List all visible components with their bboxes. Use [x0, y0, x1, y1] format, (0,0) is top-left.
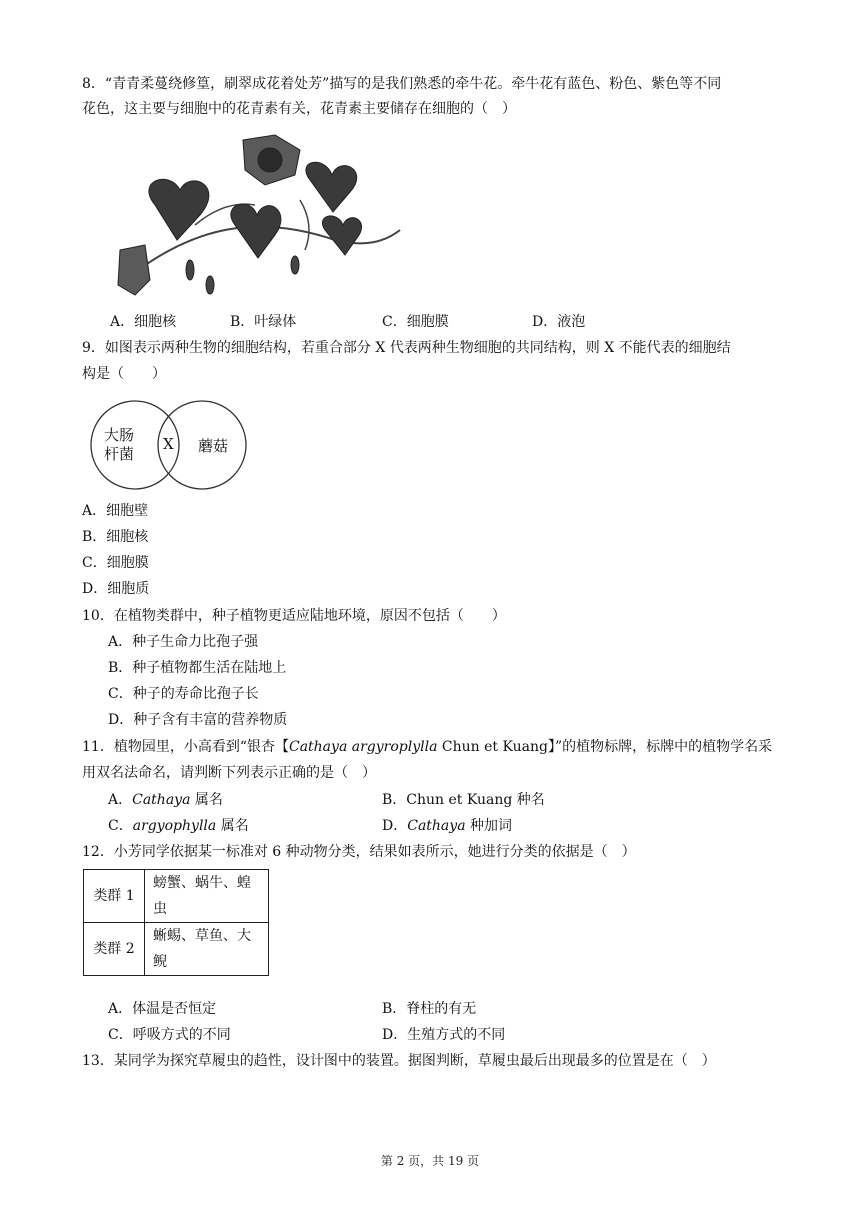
q11-option-d-suffix: 种加词 [465, 818, 512, 834]
q11-stem-line1 [82, 737, 772, 757]
q8-stem-line2: 花色，这主要与细胞中的花青素有关，花青素主要储存在细胞的（ ） [82, 101, 516, 117]
q8-option-b: B．叶绿体 [230, 314, 297, 330]
q11-option-d-sci: Cathaya [407, 818, 466, 834]
q11-option-c [108, 816, 249, 836]
table-cell-line: 蜥蜴、草鱼、大 [153, 928, 251, 944]
q11-scientific-name: Cathaya argyroplylla [288, 739, 438, 755]
q9-option-c: C．细胞膜 [82, 555, 149, 571]
q11-option-a-suffix: 属名 [190, 792, 223, 808]
q11-option-a-prefix: A． [108, 792, 133, 808]
q11-option-a-sci: Cathaya [132, 792, 191, 808]
table-cell-line: 虫 [153, 901, 167, 917]
q8-option-a: A．细胞核 [110, 314, 177, 330]
table-cell-animals [145, 923, 269, 976]
classification-table [83, 869, 269, 976]
q10-option-d: D．种子含有丰富的营养物质 [108, 712, 288, 728]
table-cell-line: 鲵 [153, 954, 167, 970]
page-footer: 第 2 页，共 19 页 [380, 1154, 480, 1168]
q9-option-b: B．细胞核 [82, 529, 149, 545]
q12-option-a: A．体温是否恒定 [108, 1001, 217, 1017]
q9-option-a: A．细胞壁 [82, 503, 149, 519]
venn-left-label-line1: 大肠 [104, 426, 135, 444]
q10-option-a: A．种子生命力比孢子强 [108, 634, 259, 650]
q9-stem-line1: 9．如图表示两种生物的细胞结构，若重合部分 X 代表两种生物细胞的共同结构，则 X 不能代表的细胞结 [82, 340, 731, 356]
venn-diagram [90, 398, 250, 493]
q11-stem-line1-a: 11．植物园里，小高看到“银杏【 [82, 739, 289, 755]
q11-option-d [382, 816, 512, 836]
q11-stem-line2: 用双名法命名，请判断下列表示正确的是（ ） [82, 765, 376, 781]
morning-glory-illustration [115, 130, 405, 305]
q8-option-d: D．液泡 [532, 314, 586, 330]
q10-stem: 10．在植物类群中，种子植物更适应陆地环境，原因不包括（ ） [82, 608, 506, 624]
q11-option-d-prefix: D． [382, 818, 408, 834]
table-row [84, 923, 269, 976]
q11-option-c-prefix: C． [108, 818, 133, 834]
table-cell-group-label: 类群 1 [84, 870, 145, 923]
q9-option-d: D．细胞质 [82, 581, 150, 597]
table-row [84, 870, 269, 923]
venn-left-label-line2: 杆菌 [104, 445, 135, 463]
q11-stem-line1-b: Chun et Kuang】”的植物标牌，标牌中的植物学名采 [437, 739, 773, 755]
q11-option-c-sci: argyophylla [132, 818, 217, 834]
q11-option-a [108, 790, 223, 810]
q12-option-d: D．生殖方式的不同 [382, 1027, 506, 1043]
q10-option-c: C．种子的寿命比孢子长 [108, 686, 259, 702]
venn-center-label: X [163, 435, 174, 453]
q9-stem-line2: 构是（ ） [82, 366, 166, 382]
q11-option-c-suffix: 属名 [216, 818, 249, 834]
venn-right-label: 蘑菇 [198, 437, 229, 455]
table-cell-group-label: 类群 2 [84, 923, 145, 976]
q13-stem: 13．某同学为探究草履虫的趋性，设计图中的装置。据图判断，草履虫最后出现最多的位置是在（ ） [82, 1053, 716, 1069]
q11-option-b: B．Chun et Kuang 种名 [382, 792, 545, 808]
table-cell-line: 螃蟹、蜗牛、蝗 [153, 875, 251, 891]
q12-option-b: B．脊柱的有无 [382, 1001, 477, 1017]
q8-stem-line1: 8．“青青柔蔓绕修篁，刷翠成花着处芳”描写的是我们熟悉的牵牛花。牵牛花有蓝色、粉色、紫色等不同 [82, 76, 722, 92]
q12-option-c: C．呼吸方式的不同 [108, 1027, 231, 1043]
table-cell-animals [145, 870, 269, 923]
q10-option-b: B．种子植物都生活在陆地上 [108, 660, 287, 676]
q12-stem: 12．小芳同学依据某一标准对 6 种动物分类，结果如表所示，她进行分类的依据是（ ） [82, 844, 636, 860]
q8-option-c: C．细胞膜 [382, 314, 449, 330]
